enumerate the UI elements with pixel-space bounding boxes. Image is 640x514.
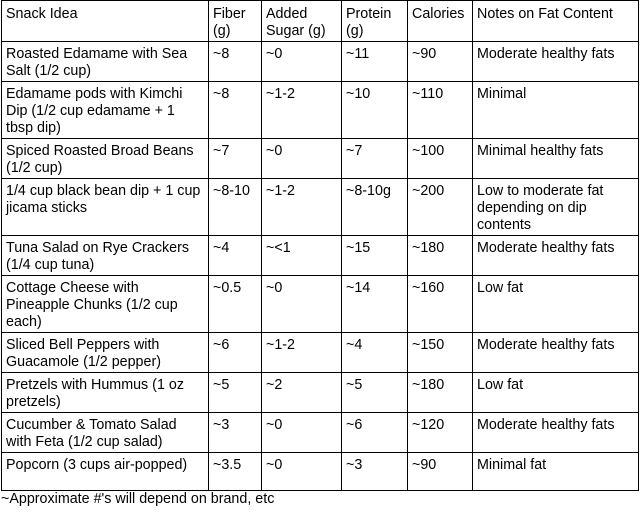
- table-row: [2, 139, 639, 179]
- cell-notes: Low fat: [473, 276, 639, 333]
- cell-protein: ~5: [342, 373, 408, 413]
- header-snack: Snack Idea: [2, 1, 209, 42]
- table-row: [2, 42, 639, 82]
- snack-table: [1, 0, 639, 491]
- cell-notes: Moderate healthy fats: [473, 413, 639, 453]
- cell-protein: ~8-10g: [342, 179, 408, 236]
- cell-calories: ~110: [408, 82, 473, 139]
- cell-sugar: ~1-2: [262, 82, 342, 139]
- cell-calories: ~90: [408, 453, 473, 491]
- cell-calories: ~200: [408, 179, 473, 236]
- cell-protein: ~11: [342, 42, 408, 82]
- cell-snack: Pretzels with Hummus (1 oz pretzels): [2, 373, 209, 413]
- cell-calories: ~180: [408, 373, 473, 413]
- cell-sugar: ~0: [262, 413, 342, 453]
- cell-fiber: ~6: [209, 333, 262, 373]
- table-row: [2, 333, 639, 373]
- cell-protein: ~10: [342, 82, 408, 139]
- cell-sugar: ~0: [262, 453, 342, 491]
- cell-notes: Minimal healthy fats: [473, 139, 639, 179]
- cell-sugar: ~1-2: [262, 333, 342, 373]
- cell-calories: ~150: [408, 333, 473, 373]
- cell-fiber: ~8-10: [209, 179, 262, 236]
- cell-protein: ~15: [342, 236, 408, 276]
- table-row: [2, 179, 639, 236]
- cell-fiber: ~4: [209, 236, 262, 276]
- cell-calories: ~100: [408, 139, 473, 179]
- cell-snack: Roasted Edamame with Sea Salt (1/2 cup): [2, 42, 209, 82]
- cell-snack: Popcorn (3 cups air-popped): [2, 453, 209, 491]
- table-header-row: [2, 1, 639, 42]
- header-fiber: Fiber (g): [209, 1, 262, 42]
- cell-sugar: ~0: [262, 139, 342, 179]
- header-sugar: Added Sugar (g): [262, 1, 342, 42]
- cell-notes: Low to moderate fat depending on dip contents: [473, 179, 639, 236]
- cell-sugar: ~0: [262, 42, 342, 82]
- cell-protein: ~6: [342, 413, 408, 453]
- cell-calories: ~180: [408, 236, 473, 276]
- cell-fiber: ~7: [209, 139, 262, 179]
- cell-notes: Moderate healthy fats: [473, 42, 639, 82]
- header-protein: Protein (g): [342, 1, 408, 42]
- cell-calories: ~120: [408, 413, 473, 453]
- cell-snack: 1/4 cup black bean dip + 1 cup jicama sticks: [2, 179, 209, 236]
- table-row: [2, 82, 639, 139]
- cell-notes: Moderate healthy fats: [473, 333, 639, 373]
- cell-snack: Tuna Salad on Rye Crackers (1/4 cup tuna): [2, 236, 209, 276]
- cell-protein: ~4: [342, 333, 408, 373]
- cell-fiber: ~3: [209, 413, 262, 453]
- cell-snack: Cucumber & Tomato Salad with Feta (1/2 cup salad): [2, 413, 209, 453]
- cell-protein: ~3: [342, 453, 408, 491]
- cell-sugar: ~1-2: [262, 179, 342, 236]
- cell-fiber: ~0.5: [209, 276, 262, 333]
- cell-snack: Spiced Roasted Broad Beans (1/2 cup): [2, 139, 209, 179]
- table-row: [2, 276, 639, 333]
- cell-sugar: ~<1: [262, 236, 342, 276]
- header-notes: Notes on Fat Content: [473, 1, 639, 42]
- cell-fiber: ~8: [209, 42, 262, 82]
- cell-notes: Low fat: [473, 373, 639, 413]
- table-row: [2, 236, 639, 276]
- cell-notes: Minimal fat: [473, 453, 639, 491]
- cell-fiber: ~8: [209, 82, 262, 139]
- cell-notes: Minimal: [473, 82, 639, 139]
- cell-fiber: ~5: [209, 373, 262, 413]
- cell-protein: ~7: [342, 139, 408, 179]
- cell-sugar: ~0: [262, 276, 342, 333]
- cell-calories: ~160: [408, 276, 473, 333]
- footnote: ~Approximate #'s will depend on brand, etc: [1, 491, 275, 507]
- cell-notes: Moderate healthy fats: [473, 236, 639, 276]
- table-row: [2, 453, 639, 491]
- cell-snack: Sliced Bell Peppers with Guacamole (1/2 pepper): [2, 333, 209, 373]
- cell-snack: Cottage Cheese with Pineapple Chunks (1/2 cup each): [2, 276, 209, 333]
- cell-calories: ~90: [408, 42, 473, 82]
- cell-snack: Edamame pods with Kimchi Dip (1/2 cup edamame + 1 tbsp dip): [2, 82, 209, 139]
- cell-protein: ~14: [342, 276, 408, 333]
- cell-fiber: ~3.5: [209, 453, 262, 491]
- table-row: [2, 413, 639, 453]
- header-calories: Calories: [408, 1, 473, 42]
- cell-sugar: ~2: [262, 373, 342, 413]
- table-row: [2, 373, 639, 413]
